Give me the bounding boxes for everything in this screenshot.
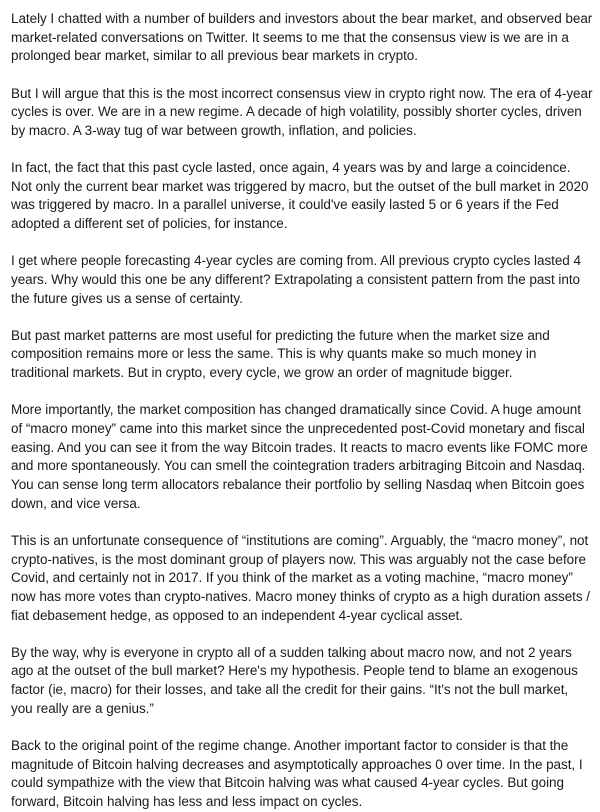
paragraph-5: But past market patterns are most useful for predicting the future when the market size and composition remains more or less the same. This is why quants make so much money in traditional markets. But in crypto, every cycle, we grow an order of magnitude bigger.: [11, 327, 550, 381]
paragraph-2: But I will argue that this is the most incorrect consensus view in crypto right now. The era of 4-year cycles is over. We are in a new regime. A decade of high volatility, possibly shorter cycles, driven by macro. A 3-way tug of war between growth, inflation, and policies.: [11, 85, 593, 138]
paragraph-1: Lately I chatted with a number of builders and investors about the bear market, and observed bear market-related conversations on Twitter. It seems to me that the consensus view is we are in a prolonged bear market, similar to all previous bear markets in crypto.: [11, 11, 593, 64]
paragraph-9: Back to the original point of the regime change. Another important factor to consider is that the magnitude of Bitcoin halving decreases and asymptotically approaches 0 over time. In the past, I could sympathize with the view that Bitcoin halving was what caused 4-year cycles. But going forward, Bitcoin halving has less and less impact on cycles.: [11, 737, 583, 810]
paragraph-6: More importantly, the market composition has changed dramatically since Covid. A huge amount of “macro money” came into this market since the unprecedented post-Covid monetary and fiscal easing. And you can see it from the way Bitcoin trades. It reacts to macro events like FOMC more and more spontaneously. You can smell the cointegration traders arbitraging Bitcoin and Nasdaq. You can sense long term allocators rebalance their portfolio by selling Nasdaq when Bitcoin goes down, and vice versa.: [11, 402, 588, 511]
article-body: [11, 10, 593, 812]
paragraph-4: I get where people forecasting 4-year cycles are coming from. All previous crypto cycles lasted 4 years. Why would this one be any different? Extrapolating a consistent pattern from the past into the future gives us a sense of certainty.: [11, 253, 581, 306]
paragraph-3: In fact, the fact that this past cycle lasted, once again, 4 years was by and large a coincidence. Not only the current bear market was triggered by macro, but the outset of the bull market in 2020 was triggered by macro. In a parallel universe, it could've easily lasted 5 or 6 years if the Fed adopted a different set of policies, for instance.: [11, 160, 589, 232]
paragraph-8: By the way, why is everyone in crypto all of a sudden talking about macro now, and not 2 years ago at the outset of the bull market? Here's my hypothesis. People tend to blame an exogenous factor (ie, macro) for their losses, and take all the credit for their gains. “It's not the bull market, you really are a genius.”: [11, 644, 578, 716]
paragraph-7: This is an unfortunate consequence of “institutions are coming”. Arguably, the “macro money”, not crypto-natives, is the most dominant group of players now. This was arguably not the case before Covid, and certainly not in 2017. If you think of the market as a voting machine, “macro money” now has more votes than crypto-natives. Macro money thinks of crypto as a high duration assets / fiat debasement hedge, as opposed to an independent 4-year cyclical asset.: [11, 532, 590, 623]
